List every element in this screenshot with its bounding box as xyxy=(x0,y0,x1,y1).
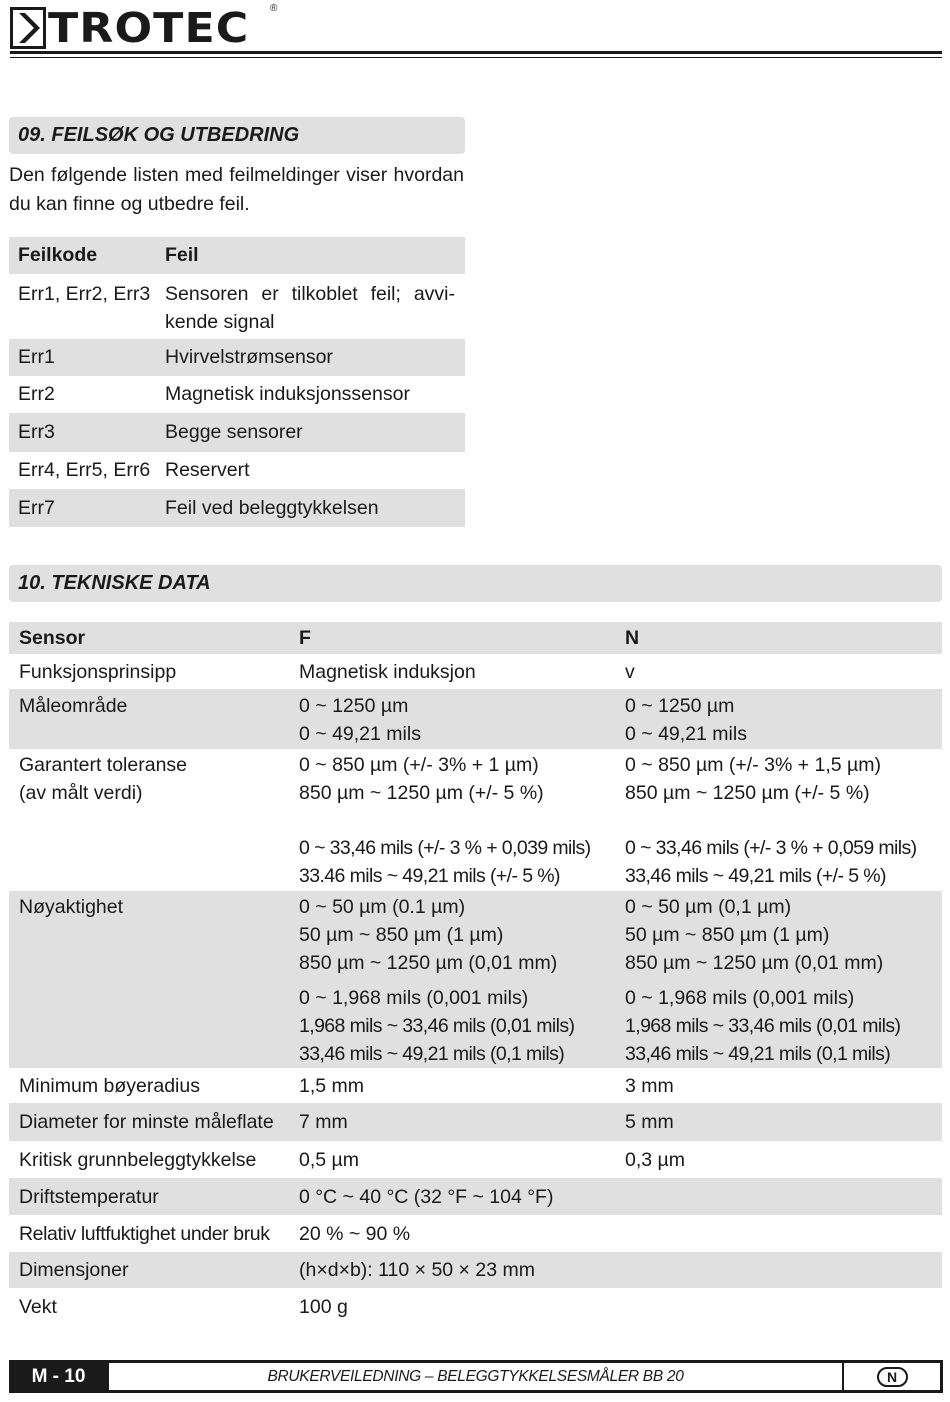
row-label: Nøyaktighet xyxy=(19,896,124,918)
table-row xyxy=(9,274,465,339)
value-line: 33,46 mils ~ 49,21 mils (+/- 5 %) xyxy=(625,865,886,887)
table-row xyxy=(9,1252,942,1288)
value-line: 33,46 mils ~ 49,21 mils (0,1 mils) xyxy=(299,1043,565,1065)
table-row xyxy=(9,1141,942,1178)
error-code: Err2 xyxy=(18,383,55,405)
table-header-row xyxy=(9,237,465,274)
table-row xyxy=(9,1178,942,1215)
intro-paragraph xyxy=(9,161,467,219)
table-row xyxy=(9,891,942,1068)
row-label: Driftstemperatur xyxy=(19,1185,159,1208)
error-description: Magnetisk induksjonssensor xyxy=(165,383,410,405)
table-row xyxy=(9,1103,942,1141)
value-line: 0 ~ 49,21 mils xyxy=(625,723,747,745)
brand-name: TROTEC xyxy=(48,3,250,52)
error-description: Begge sensorer xyxy=(165,421,303,443)
table-row xyxy=(9,654,942,689)
row-label: Måleområde xyxy=(19,695,128,717)
value-line: 0 ~ 50 µm (0,1 µm) xyxy=(625,896,792,918)
section-title-technical-data: 10. TEKNISKE DATA xyxy=(9,565,942,602)
language-code: N xyxy=(877,1367,908,1387)
section-title-troubleshooting: 09. FEILSØK OG UTBEDRING xyxy=(9,117,465,154)
table-header-row xyxy=(9,622,942,654)
header-rule xyxy=(10,51,942,54)
row-label-line: Garantert toleranse xyxy=(19,754,188,776)
value-line: 33.46 mils ~ 49,21 mils (+/- 5 %) xyxy=(299,865,560,887)
row-label xyxy=(9,751,299,891)
error-description-line: Sensoren er tilkoblet feil; avvi- xyxy=(165,283,455,305)
value-line: 850 µm ~ 1250 µm (0,01 mm) xyxy=(625,952,884,974)
error-code: Err1 xyxy=(18,346,55,368)
value-n: 0,3 µm xyxy=(625,1148,686,1171)
value-f: 0 °C ~ 40 °C (32 °F ~ 104 °F) xyxy=(299,1185,554,1208)
column-header-error: Feil xyxy=(165,244,199,266)
brand-logo xyxy=(10,3,250,52)
value-line: 0 ~ 50 µm (0.1 µm) xyxy=(299,896,466,918)
value-f: 1,5 mm xyxy=(299,1074,365,1097)
table-row xyxy=(9,1288,942,1325)
row-label: Minimum bøyeradius xyxy=(19,1074,200,1097)
value-line: 850 µm ~ 1250 µm (+/- 5 %) xyxy=(625,782,870,804)
value-line: 1,968 mils ~ 33,46 mils (0,01 mils) xyxy=(299,1015,575,1037)
manual-title: BRUKERVEILEDNING – BELEGGTYKKELSESMÅLER BB 20 xyxy=(109,1363,842,1390)
value-f xyxy=(299,692,625,749)
table-row xyxy=(9,489,465,527)
value-line: 33,46 mils ~ 49,21 mils (0,1 mils) xyxy=(625,1043,891,1065)
value-f: 7 mm xyxy=(299,1111,348,1133)
technical-data-table xyxy=(9,622,942,1325)
value-line: 0 ~ 850 µm (+/- 3% + 1 µm) xyxy=(299,754,539,776)
table-row xyxy=(9,1068,942,1103)
page-footer xyxy=(9,1360,943,1393)
row-label: Diameter for minste måleflate xyxy=(19,1111,274,1133)
value-f: Magnetisk induksjon xyxy=(299,660,476,683)
error-code: Err4, Err5, Err6 xyxy=(18,459,151,481)
intro-line: Den følgende listen med feilmeldinger viser hvordan xyxy=(9,164,464,186)
table-row xyxy=(9,1215,942,1252)
value-line: 0 ~ 1,968 mils (0,001 mils) xyxy=(625,987,855,1009)
trotec-chevron-icon xyxy=(10,7,46,49)
value-f: 20 % ~ 90 % xyxy=(299,1222,411,1245)
intro-line: du kan finne og utbedre feil. xyxy=(9,193,250,215)
value-n xyxy=(625,751,942,891)
value-line: 850 µm ~ 1250 µm (+/- 5 %) xyxy=(299,782,544,804)
value-line: 0 ~ 1250 µm xyxy=(625,695,735,717)
value-line: 0 ~ 49,21 mils xyxy=(299,723,421,745)
error-description: Feil ved beleggtykkelsen xyxy=(165,496,379,519)
row-label: Funksjonsprinsipp xyxy=(19,660,177,683)
column-header-code: Feilkode xyxy=(18,244,98,266)
column-header-n: N xyxy=(625,627,640,649)
value-line: 0 ~ 850 µm (+/- 3% + 1,5 µm) xyxy=(625,754,882,776)
error-description-line: kende signal xyxy=(165,311,275,333)
row-label-line: (av målt verdi) xyxy=(19,782,143,804)
error-description xyxy=(165,280,465,339)
value-n xyxy=(625,893,942,1068)
row-label: Vekt xyxy=(19,1295,57,1318)
value-line: 50 µm ~ 850 µm (1 µm) xyxy=(299,924,504,946)
value-f: 0,5 µm xyxy=(299,1148,360,1171)
value-n: 3 mm xyxy=(625,1074,674,1097)
value-line: 850 µm ~ 1250 µm (0,01 mm) xyxy=(299,952,558,974)
error-description: Reservert xyxy=(165,459,250,481)
table-row xyxy=(9,413,465,452)
page-number: M - 10 xyxy=(31,1365,86,1387)
table-row xyxy=(9,452,465,489)
table-row xyxy=(9,689,942,749)
row-label: Relativ luftfuktighet under bruk xyxy=(19,1222,270,1245)
value-n: 5 mm xyxy=(625,1111,674,1133)
value-line: 1,968 mils ~ 33,46 mils (0,01 mils) xyxy=(625,1015,901,1037)
value-f xyxy=(299,751,625,891)
value-n: v xyxy=(625,660,635,683)
table-row xyxy=(9,376,465,413)
value-line: 0 ~ 33,46 mils (+/- 3 % + 0,039 mils) xyxy=(299,837,591,859)
value-line: 0 ~ 1,968 mils (0,001 mils) xyxy=(299,987,529,1009)
error-description: Hvirvelstrømsensor xyxy=(165,346,333,368)
column-header-f: F xyxy=(299,627,311,649)
language-badge xyxy=(844,1363,940,1390)
error-code: Err7 xyxy=(18,496,55,519)
value-line: 0 ~ 1250 µm xyxy=(299,695,409,717)
error-code-table xyxy=(9,237,465,527)
table-row xyxy=(9,749,942,891)
value-line: 0 ~ 33,46 mils (+/- 3 % + 0,059 mils) xyxy=(625,837,917,859)
row-label: Kritisk grunnbeleggtykkelse xyxy=(19,1148,257,1171)
error-code: Err3 xyxy=(18,421,55,443)
value-n xyxy=(625,692,942,749)
value-f xyxy=(299,893,625,1068)
value-line: 50 µm ~ 850 µm (1 µm) xyxy=(625,924,830,946)
row-label: Dimensjoner xyxy=(19,1259,129,1281)
table-row xyxy=(9,339,465,376)
registered-mark: ® xyxy=(270,3,278,14)
value-f: (h×d×b): 110 × 50 × 23 mm xyxy=(299,1259,535,1281)
value-f: 100 g xyxy=(299,1295,348,1318)
header-rule-thin xyxy=(10,57,942,58)
column-header-sensor: Sensor xyxy=(19,627,86,649)
error-code: Err1, Err2, Err3 xyxy=(18,283,151,305)
